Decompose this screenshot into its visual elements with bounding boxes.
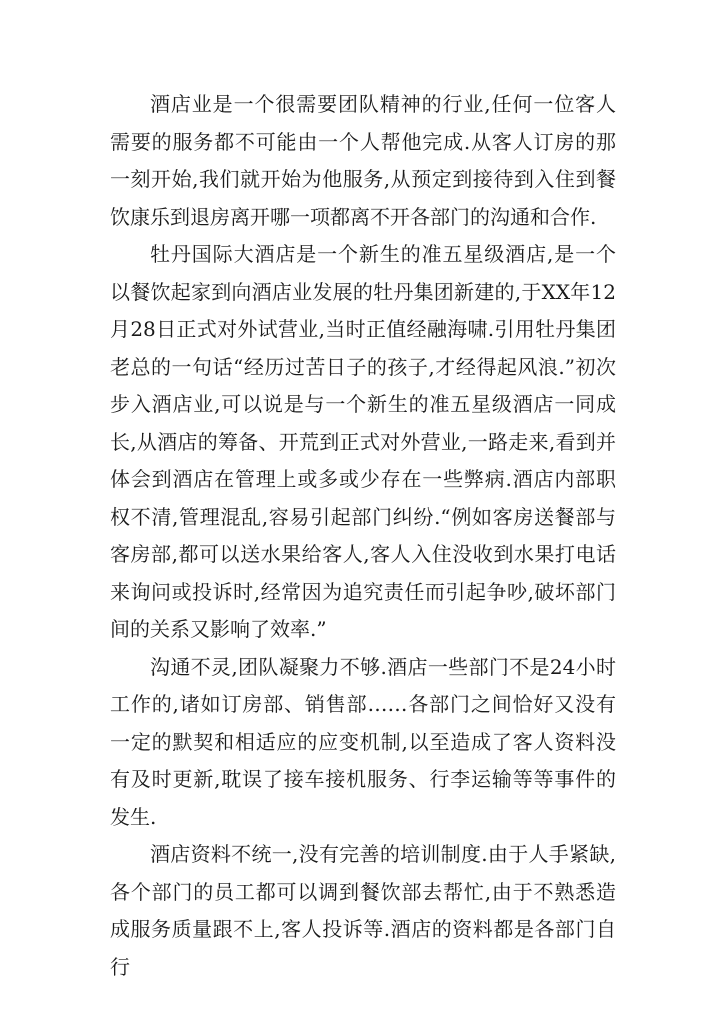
- paragraph-4: 酒店资料不统一,没有完善的培训制度.由于人手紧缺,各个部门的员工都可以调到餐饮部去帮忙,由于不熟悉造成服务质量跟不上,客人投诉等.酒店的资料都是各部门自行: [110, 842, 616, 979]
- paragraph-2: 牡丹国际大酒店是一个新生的准五星级酒店,是一个以餐饮起家到向酒店业发展的牡丹集团新建的,于XX年12月28日正式对外试营业,当时正值经融海啸.引用牡丹集团老总的一句话“经历过苦日子的孩子,才经得起风浪.”初次步入酒店业,可以说是与一个新生的准五星级酒店一同成长,从酒店的筹备、开荒到正式对外营业,一路走来,看到并体会到酒店在管理上或多或少存在一些弊病.酒店内部职权不清,管理混乱,容易引起部门纠纷.“例如客房送餐部与客房部,都可以送水果给客人,客人入住没收到水果打电话来询问或投诉时,经常因为追究责任而引起争吵,破坏部门间的关系又影响了效率.”: [110, 242, 616, 641]
- body-text: [110, 86, 616, 986]
- paragraph-3: 沟通不灵,团队凝聚力不够.酒店一些部门不是24小时工作的,诸如订房部、销售部……各部门之间恰好又没有一定的默契和相适应的应变机制,以至造成了客人资料没有及时更新,耽误了接车接机服务、行李运输等等事件的发生.: [110, 654, 616, 829]
- paragraph-1: 酒店业是一个很需要团队精神的行业,任何一位客人需要的服务都不可能由一个人帮他完成.从客人订房的那一刻开始,我们就开始为他服务,从预定到接待到入住到餐饮康乐到退房离开哪一项都离不开各部门的沟通和合作.: [110, 92, 616, 229]
